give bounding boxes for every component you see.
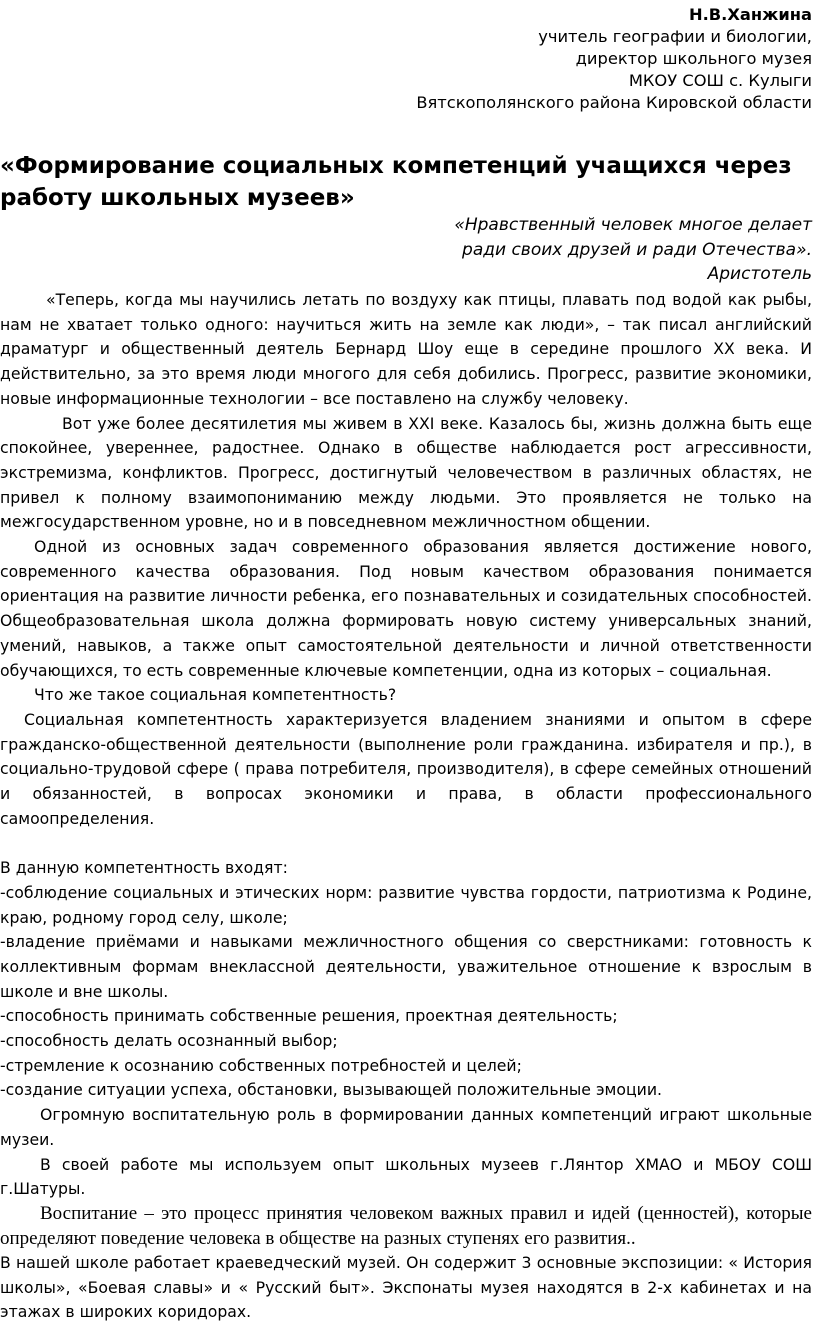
paragraph: В нашей школе работает краеведческий музей. Он содержит 3 основные экспозиции: « История школы», «Боевая славы» и « Русский быт». Экспонаты музея находятся в 2-х кабинетах и на этажах в широких коридорах.	[0, 1253, 812, 1322]
document-body	[0, 288, 812, 1325]
paragraph: Вот уже более десятилетия мы живем в XXI веке. Казалось бы, жизнь должна быть еще спокойнее, увереннее, радостнее. Однако в обществе наблюдается рост агрессивности, экстремизма, конфликтов. Прогресс, достигнутый человечеством в различных областях, не привел к полному взаимопониманию между людьми. Это проявляется не только на межгосударственном уровне, но и в повседневном межличностном общении.	[0, 413, 812, 532]
list-item: -стремление к осознанию собственных потребностей и целей;	[0, 1055, 522, 1075]
paragraph: Огромную воспитательную роль в формировании данных компетенций играют школьные музеи.	[0, 1105, 812, 1149]
epigraph	[212, 213, 812, 287]
paragraph: Социальная компетентность характеризуется владением знаниями и опытом в сфере гражданско-общественной деятельности (выполнение роли гражданина. избирателя и пр.), в социально-трудовой сфере ( права потребителя, производителя), в сфере семейных отношений и обязанностей, в вопросах экономики и права, в области профессионального самоопределения.	[0, 709, 812, 828]
paragraph: Одной из основных задач современного образования является достижение нового, современного качества образования. Под новым качеством образования понимается ориентация на развитие личности ребенка, его познавательных и созидательных способностей. Общеобразовательная школа должна формировать новую систему универсальных знаний, умений, навыков, а также опыт самостоятельной деятельности и личной ответственности обучающихся, то есть современные ключевые компетенции, одна из которых – социальная.	[0, 537, 812, 680]
author-position: учитель географии и биологии,	[538, 27, 812, 46]
list-item: -способность принимать собственные решения, проектная деятельность;	[0, 1006, 618, 1026]
blank-line	[0, 831, 812, 856]
epigraph-line: ради своих друзей и ради Отечества».	[462, 239, 812, 260]
list-item: -соблюдение социальных и этических норм: развитие чувства гордости, патриотизма к Родине, краю, родному город селу, школе;	[0, 882, 812, 927]
paragraph: Что же такое социальная компетентность?	[34, 685, 397, 705]
paragraph: «Теперь, когда мы научились летать по воздуху как птицы, плавать под водой как рыбы, нам не хватает только одного: научиться жить на земле как люди», – так писал английский драматург и общественный деятель Бернард Шоу еще в середине прошлого XX века. И действительно, за это время люди многого для себя добились. Прогресс, развитие экономики, новые информационные технологии – все поставлено на службу человеку.	[0, 290, 812, 408]
paragraph: В данную компетентность входят:	[0, 858, 288, 878]
paragraph-serif: Воспитание – это процесс принятия человеком важных правил и идей (ценностей), которые определяют поведение человека в обществе на разных ступенях его развития..	[0, 1203, 812, 1249]
document-title: «Формирование социальных компетенций учащихся через работу школьных музеев»	[0, 153, 792, 211]
list-item: -создание ситуации успеха, обстановки, вызывающей положительные эмоции.	[0, 1080, 663, 1100]
epigraph-author: Аристотель	[707, 264, 812, 284]
author-name: Н.В.Ханжина	[688, 5, 812, 24]
author-school: МКОУ СОШ с. Кулыги	[628, 71, 812, 90]
author-role: директор школьного музея	[575, 49, 812, 68]
list-item: -способность делать осознанный выбор;	[0, 1031, 338, 1051]
author-region: Вятскополянского района Кировской области	[416, 93, 812, 112]
author-block	[212, 4, 812, 114]
list-item: -владение приёмами и навыками межличностного общения со сверстниками: готовность к коллективным формам внеклассной деятельности, уважительное отношение к взрослым в школе и вне школы.	[0, 932, 812, 1001]
paragraph: В своей работе мы используем опыт школьных музеев г.Лянтор ХМАО и МБОУ СОШ г.Шатуры.	[0, 1154, 812, 1199]
epigraph-line: «Нравственный человек многое делает	[454, 215, 812, 235]
